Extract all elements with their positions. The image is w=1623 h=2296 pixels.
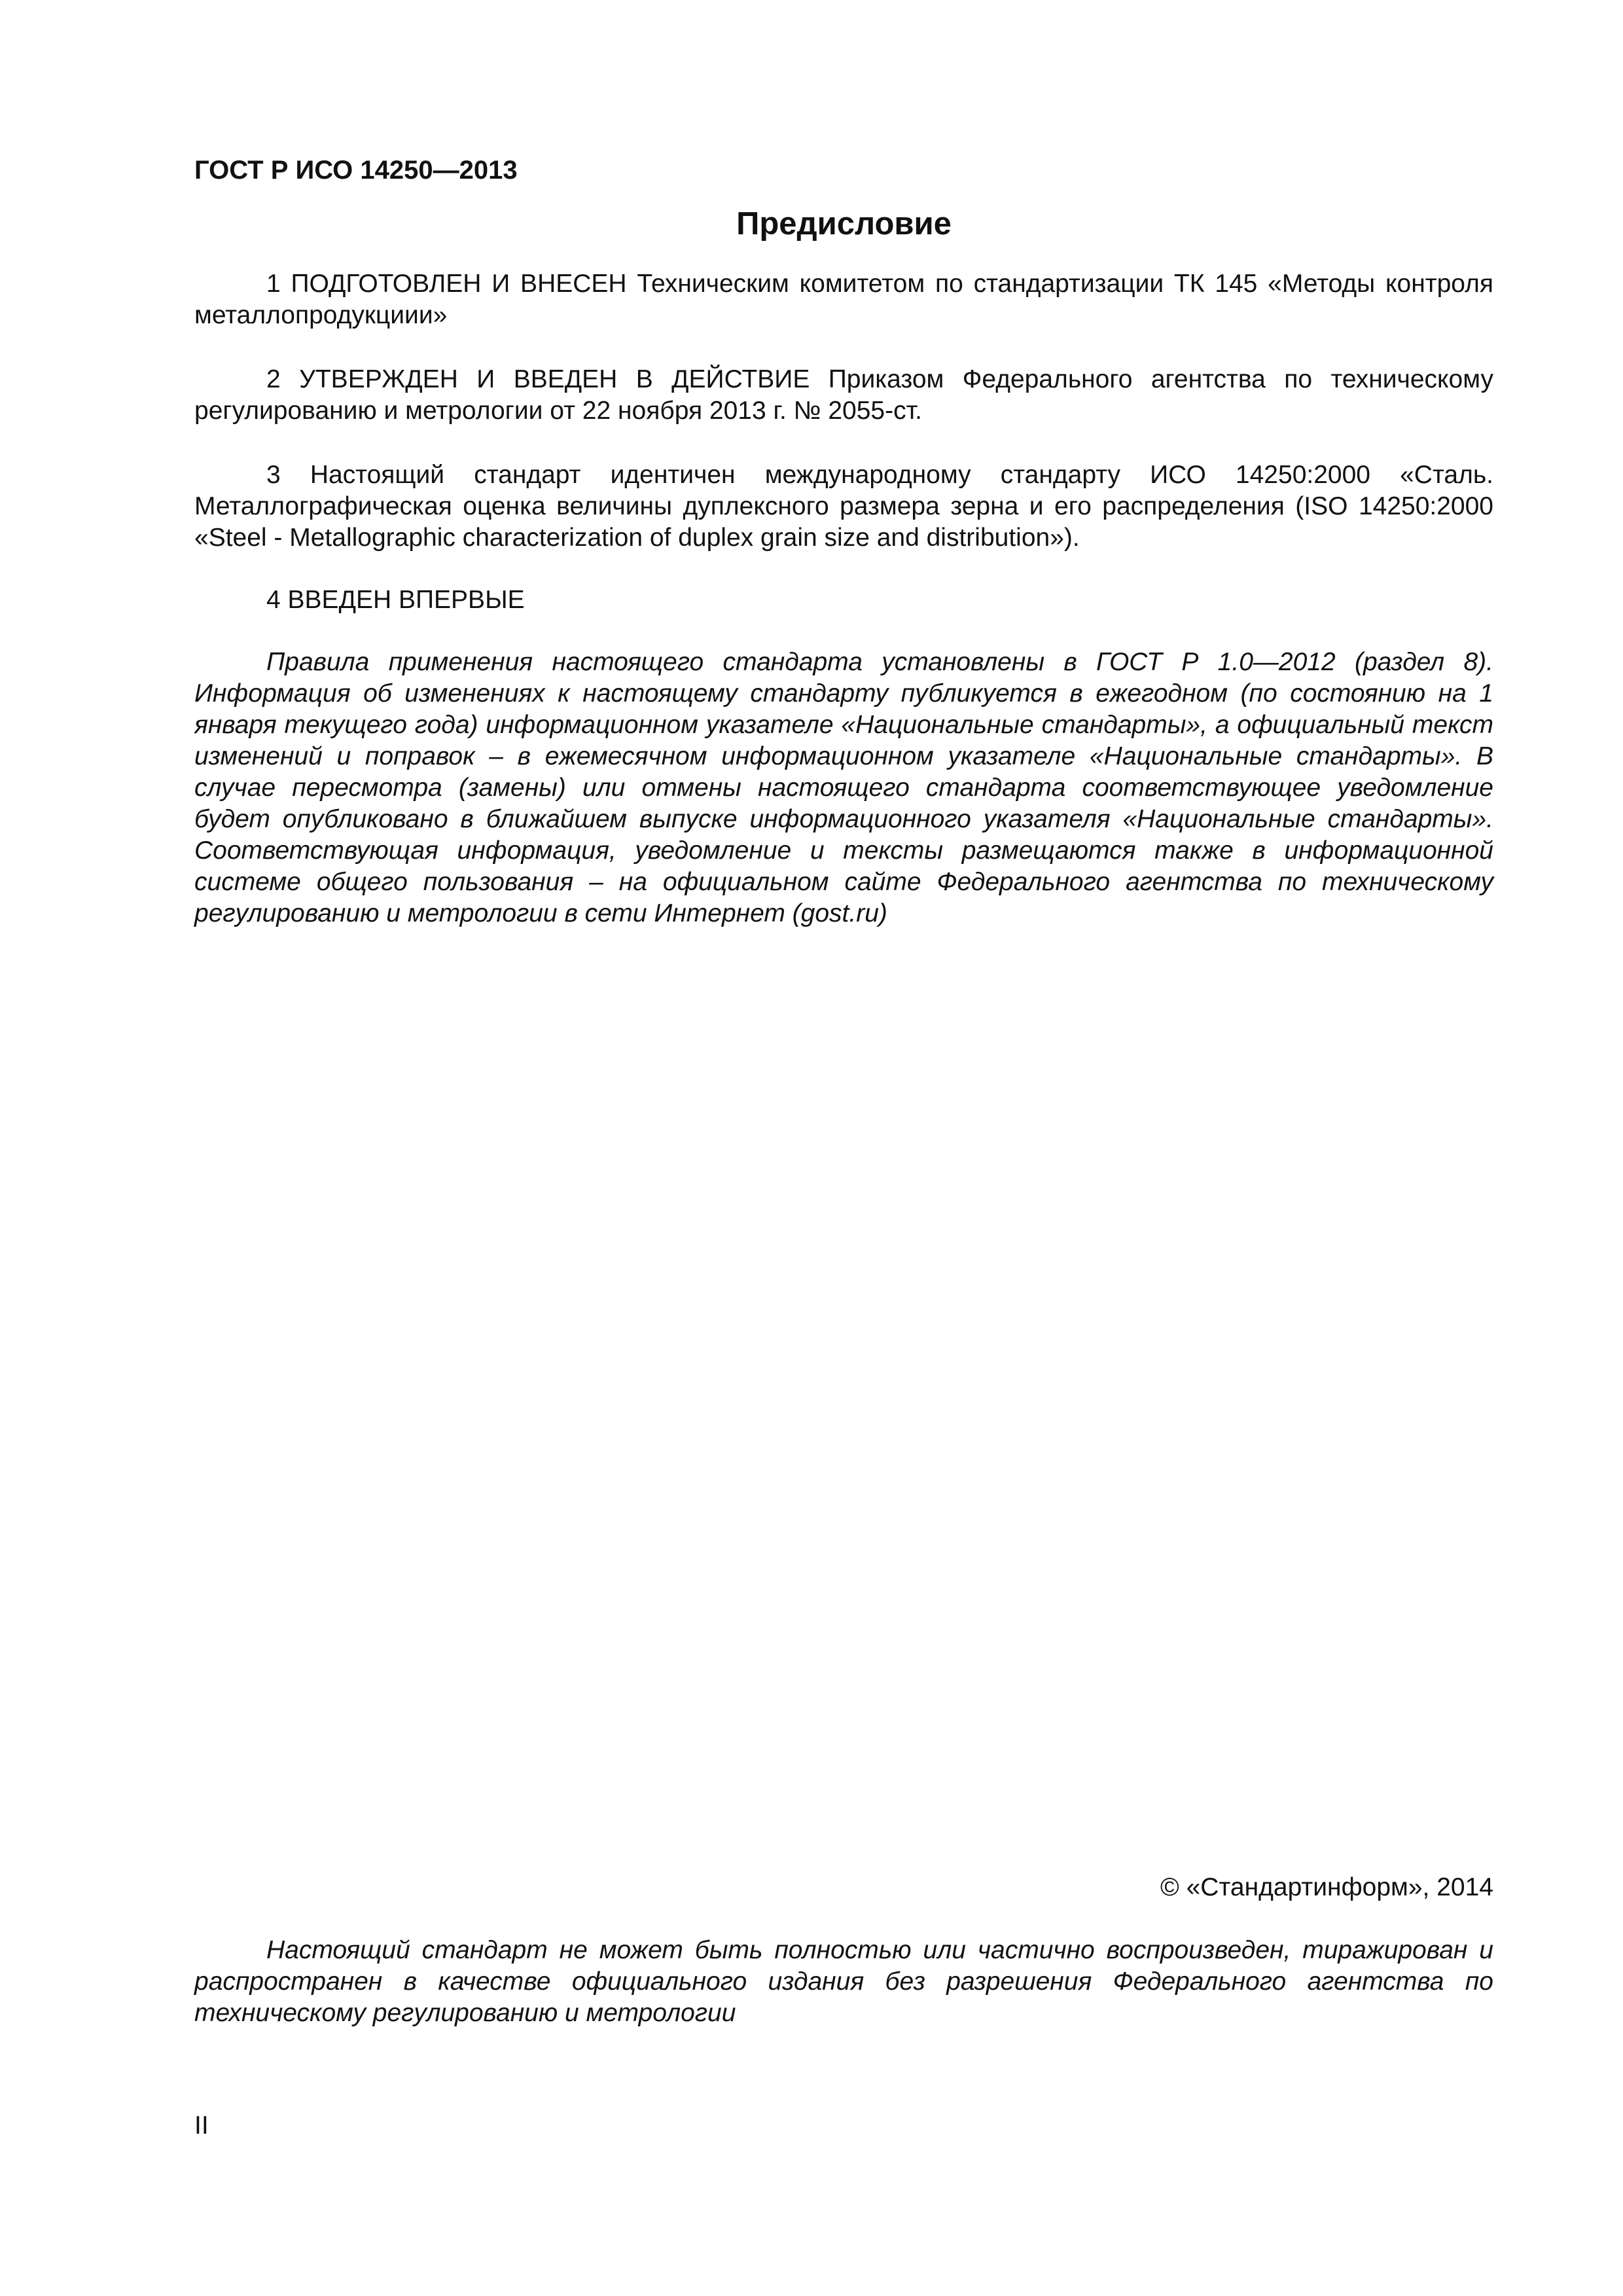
foreword-item-1: 1 ПОДГОТОВЛЕН И ВНЕСЕН Техническим комитетом по стандартизации ТК 145 «Методы контроля металлопродукциии» bbox=[194, 270, 1493, 329]
application-rules-note: Правила применения настоящего стандарта установлены в ГОСТ Р 1.0—2012 (раздел 8). Информация об изменениях к настоящему стандарту публикуется в ежегодном (по состоянию на 1 января текущего года) информационном указателе «Национальные стандарты», а официальный текст изменений и поправок – в ежемесячном информационном указателе «Национальные стандарты». В случае пересмотра (замены) или отмены настоящего стандарта соответствующее уведомление будет опубликовано в ближайшем выпуске информационного указателя «Национальные стандарты». Соответствующая информация, уведомление и тексты размещаются также в информационной системе общего пользования – на официальном сайте Федерального агентства по техническому регулированию и метрологии в сети Интернет (gost.ru) bbox=[194, 648, 1493, 927]
reproduction-notice: Настоящий стандарт не может быть полностью или частично воспроизведен, тиражирован и распространен в качестве официального издания без разрешения Федерального агентства по техническому регулированию и метрологии bbox=[194, 1936, 1493, 2027]
foreword-item-2: 2 УТВЕРЖДЕН И ВВЕДЕН В ДЕЙСТВИЕ Приказом Федерального агентства по техническому регулированию и метрологии от 22 ноября 2013 г. № 2055-ст. bbox=[194, 365, 1493, 425]
page-number: II bbox=[194, 2111, 209, 2140]
page-title: Предисловие bbox=[736, 206, 952, 242]
foreword-item-4: 4 ВВЕДЕН ВПЕРВЫЕ bbox=[266, 586, 525, 614]
foreword-item-3: 3 Настоящий стандарт идентичен международному стандарту ИСО 14250:2000 «Сталь. Металлографическая оценка величины дуплексного размера зерна и его распределения (ISO 14250:2000 «Steel - Metallographic characterization of duplex grain size and distribution»). bbox=[194, 461, 1493, 552]
copyright-notice: © «Стандартинформ», 2014 bbox=[1160, 1873, 1493, 1901]
document-code-header: ГОСТ Р ИСО 14250—2013 bbox=[194, 156, 518, 185]
